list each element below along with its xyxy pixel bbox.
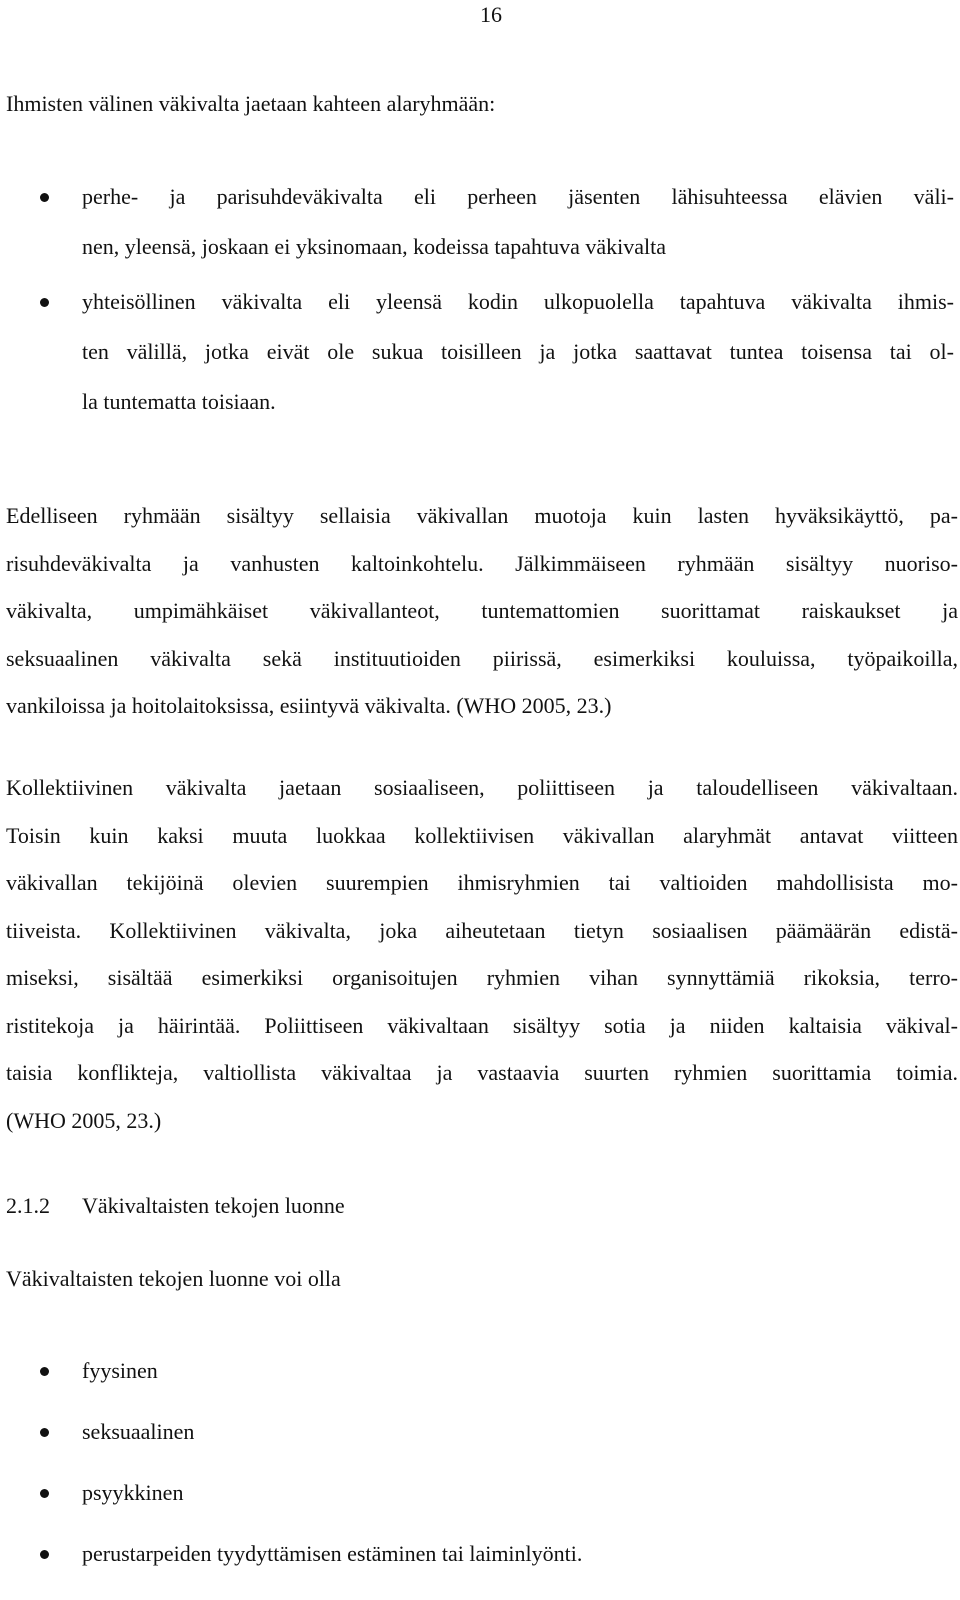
list-item-line: ten välillä, jotka eivät ole sukua toisilleen ja jotka saattavat tuntea toisensa tai ol-: [82, 339, 954, 364]
list-item: [0, 172, 954, 272]
section-number: 2.1.2: [6, 1193, 50, 1218]
bullet-icon: [40, 1489, 49, 1498]
paragraph-line: väkivalta, umpimähkäiset väkivallanteot, tuntemattomien suorittamat raiskaukset ja: [6, 598, 958, 623]
list-item-label: fyysinen: [82, 1358, 158, 1383]
paragraph-line: Toisin kuin kaksi muuta luokkaa kollektiivisen väkivallan alaryhmät antavat viitteen: [6, 822, 958, 848]
paragraph-line: ristitekoja ja häirintää. Poliittiseen väkivaltaan sisältyy sotia ja niiden kaltaisia väkival-: [6, 1012, 958, 1038]
list-item-label: perustarpeiden tyydyttämisen estäminen tai laiminlyönti.: [82, 1541, 583, 1566]
list-item-label: seksuaalinen: [82, 1419, 195, 1444]
list-item: [0, 1530, 954, 1591]
paragraph-line: Kollektiivinen väkivalta jaetaan sosiaaliseen, poliittiseen ja taloudelliseen väkivaltaan.: [6, 775, 958, 800]
paragraph-line: miseksi, sisältää esimerkiksi organisoitujen ryhmien vihan synnyttämiä rikoksia, terro-: [6, 965, 958, 990]
paragraph-line: Edelliseen ryhmään sisältyy sellaisia väkivallan muotoja kuin lasten hyväksikäyttö, pa-: [6, 503, 958, 528]
list-item: [0, 1469, 954, 1530]
bullet-icon: [40, 1428, 49, 1437]
bullet-icon: [40, 193, 49, 202]
section-title: Väkivaltaisten tekojen luonne: [82, 1193, 345, 1218]
paragraph-collective-violence: [6, 764, 958, 1144]
list-item: [0, 277, 954, 427]
list-item-line: yhteisöllinen väkivalta eli yleensä kodin ulkopuolella tapahtuva väkivalta ihmis-: [82, 289, 954, 314]
paragraph-line: väkivallan tekijöinä olevien suurempien ihmisryhmien tai valtioiden mahdollisista mo-: [6, 870, 958, 895]
list-item-line: nen, yleensä, joskaan ei yksinomaan, kodeissa tapahtuva väkivalta: [82, 234, 667, 259]
list-item: [0, 1408, 954, 1469]
paragraph-line: taisia konflikteja, valtiollista väkivaltaa ja vastaavia suurten ryhmien suorittamia toimia.: [6, 1060, 958, 1085]
paragraph-line: risuhdeväkivalta ja vanhusten kaltoinkohtelu. Jälkimmäiseen ryhmään sisältyy nuoriso-: [6, 550, 958, 576]
intro-text: Ihmisten välinen väkivalta jaetaan kahteen alaryhmään:: [6, 91, 496, 116]
list-item-label: psyykkinen: [82, 1480, 184, 1505]
subgroup-list: [0, 172, 960, 427]
paragraph-line: tiiveista. Kollektiivinen väkivalta, joka aiheutetaan tietyn sosiaalisen päämäärän edistä-: [6, 917, 958, 943]
section-heading: [6, 1193, 345, 1219]
bullet-icon: [40, 1550, 49, 1559]
page-number: 16: [480, 2, 502, 27]
nature-intro-text: Väkivaltaisten tekojen luonne voi olla: [6, 1266, 341, 1291]
paragraph-line: vankiloissa ja hoitolaitoksissa, esiintyvä väkivalta. (WHO 2005, 23.): [6, 693, 612, 718]
list-item-line: la tuntematta toisiaan.: [82, 389, 276, 414]
paragraph-line: (WHO 2005, 23.): [6, 1107, 162, 1133]
bullet-icon: [40, 298, 49, 307]
paragraph-line: seksuaalinen väkivalta sekä instituutioiden piirissä, esimerkiksi kouluissa, työpaikoilla,: [6, 645, 958, 671]
nature-list: [0, 1347, 960, 1591]
bullet-icon: [40, 1367, 49, 1376]
paragraph-violence-forms: [6, 492, 958, 730]
list-item: [0, 1347, 954, 1408]
list-item-line: perhe- ja parisuhdeväkivalta eli perheen jäsenten lähisuhteessa elävien väli-: [82, 184, 954, 209]
